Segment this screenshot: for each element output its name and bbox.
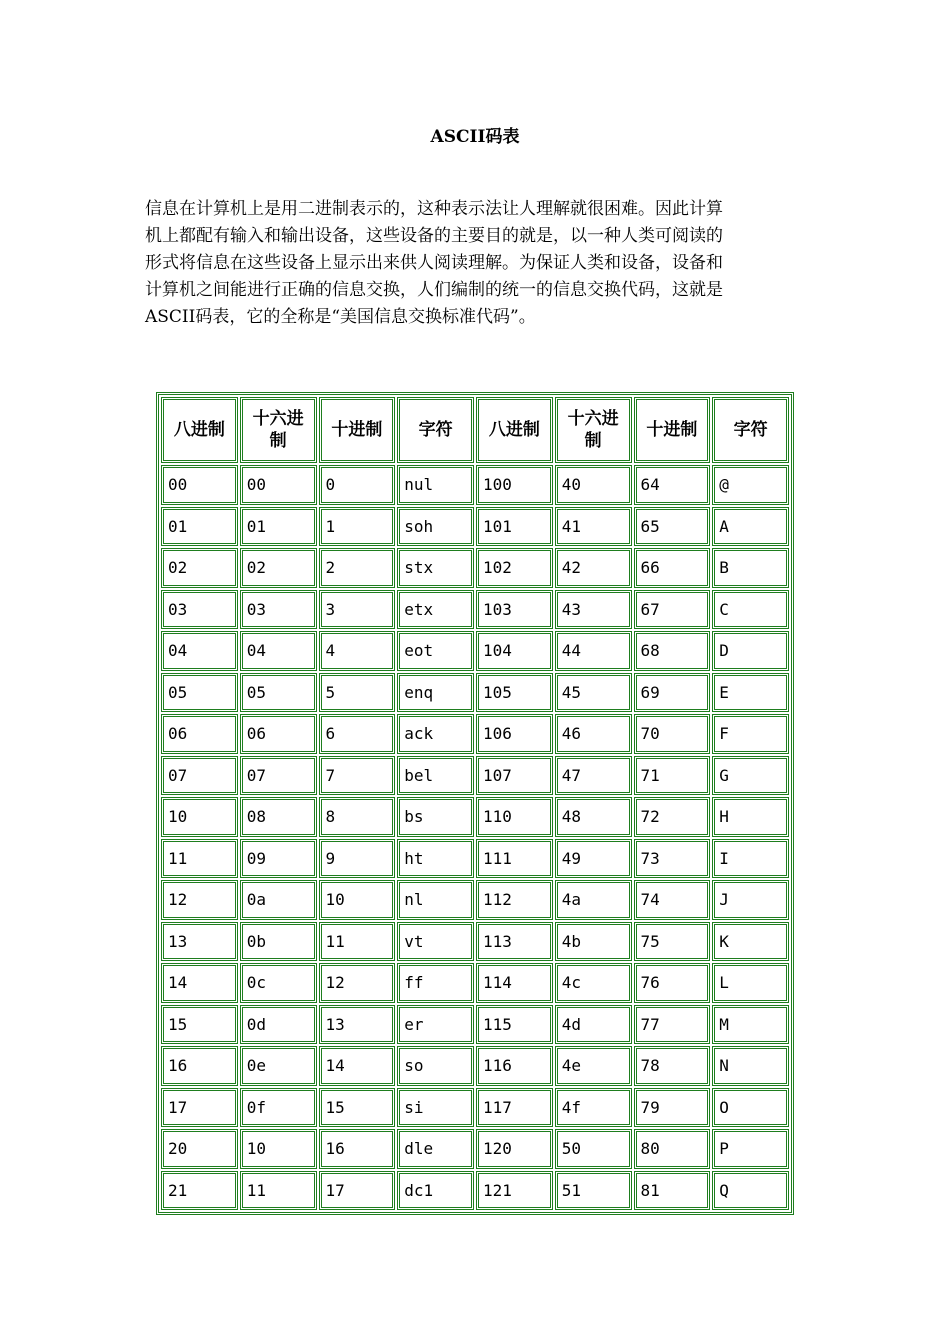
ascii-table-container [156,392,794,1215]
cell-hex-2: 42 [555,548,632,588]
cell-octal: 13 [161,922,238,962]
cell-char-2: E [712,673,789,713]
cell-char-2: H [712,797,789,837]
cell-char-2: L [712,963,789,1003]
cell-hex-2: 40 [555,465,632,505]
cell-char: ack [397,714,474,754]
cell-octal-2: 110 [476,797,553,837]
cell-octal-2: 105 [476,673,553,713]
cell-char: dle [397,1129,474,1169]
cell-hex: 04 [240,631,317,671]
cell-decimal-2: 78 [634,1046,711,1086]
cell-octal-2: 103 [476,590,553,630]
cell-octal: 07 [161,756,238,796]
table-row [161,714,789,754]
cell-hex-2: 48 [555,797,632,837]
cell-char-2: P [712,1129,789,1169]
cell-hex-2: 4a [555,880,632,920]
cell-char: soh [397,507,474,547]
cell-decimal-2: 74 [634,880,711,920]
cell-decimal: 9 [319,839,396,879]
table-row [161,548,789,588]
cell-decimal-2: 68 [634,631,711,671]
cell-decimal: 16 [319,1129,396,1169]
header-char-2: 字符 [712,397,789,463]
table-row [161,756,789,796]
cell-hex-2: 41 [555,507,632,547]
table-row [161,507,789,547]
intro-paragraph: 信息在计算机上是用二进制表示的，这种表示法让人理解就很困难。因此计算机上都配有输入和输出设备，这些设备的主要目的就是，以一种人类可阅读的形式将信息在这些设备上显示出来供人阅读理解。为保证人类和设备，设备和计算机之间能进行正确的信息交换，人们编制的统一的信息交换代码，这就是ASCII码表，它的全称是“美国信息交换标准代码”。 [145,199,723,327]
cell-decimal-2: 73 [634,839,711,879]
cell-char: nl [397,880,474,920]
cell-hex: 0f [240,1088,317,1128]
cell-octal-2: 111 [476,839,553,879]
cell-octal: 06 [161,714,238,754]
cell-octal: 10 [161,797,238,837]
cell-char-2: M [712,1005,789,1045]
cell-octal-2: 112 [476,880,553,920]
cell-decimal: 1 [319,507,396,547]
cell-octal-2: 121 [476,1171,553,1211]
cell-hex: 11 [240,1171,317,1211]
header-char: 字符 [397,397,474,463]
header-hex: 十六进制 [240,397,317,463]
cell-char: eot [397,631,474,671]
cell-decimal-2: 80 [634,1129,711,1169]
cell-decimal: 17 [319,1171,396,1211]
cell-decimal: 5 [319,673,396,713]
cell-octal: 02 [161,548,238,588]
cell-char-2: K [712,922,789,962]
table-row [161,465,789,505]
cell-decimal-2: 65 [634,507,711,547]
cell-hex-2: 44 [555,631,632,671]
cell-char: stx [397,548,474,588]
cell-octal-2: 116 [476,1046,553,1086]
cell-hex: 01 [240,507,317,547]
cell-octal-2: 120 [476,1129,553,1169]
cell-decimal: 7 [319,756,396,796]
cell-octal: 14 [161,963,238,1003]
cell-octal-2: 102 [476,548,553,588]
cell-hex-2: 4b [555,922,632,962]
cell-char-2: Q [712,1171,789,1211]
table-header-row [161,397,789,463]
cell-hex: 0c [240,963,317,1003]
cell-char: enq [397,673,474,713]
cell-octal: 04 [161,631,238,671]
cell-octal: 16 [161,1046,238,1086]
table-row [161,673,789,713]
cell-hex-2: 4d [555,1005,632,1045]
cell-octal-2: 114 [476,963,553,1003]
cell-hex: 06 [240,714,317,754]
ascii-table [159,395,791,1212]
cell-octal-2: 100 [476,465,553,505]
cell-hex-2: 4c [555,963,632,1003]
cell-octal: 11 [161,839,238,879]
cell-octal-2: 101 [476,507,553,547]
cell-decimal: 6 [319,714,396,754]
cell-char-2: B [712,548,789,588]
cell-hex: 09 [240,839,317,879]
cell-decimal-2: 67 [634,590,711,630]
cell-char: etx [397,590,474,630]
cell-decimal-2: 77 [634,1005,711,1045]
table-row [161,1046,789,1086]
table-row [161,797,789,837]
cell-hex: 0e [240,1046,317,1086]
cell-hex: 02 [240,548,317,588]
cell-hex: 05 [240,673,317,713]
cell-octal: 21 [161,1171,238,1211]
cell-char: nul [397,465,474,505]
cell-hex: 08 [240,797,317,837]
cell-char: bel [397,756,474,796]
cell-hex-2: 47 [555,756,632,796]
table-row [161,1005,789,1045]
cell-decimal-2: 70 [634,714,711,754]
table-row [161,631,789,671]
cell-decimal-2: 79 [634,1088,711,1128]
cell-decimal: 15 [319,1088,396,1128]
header-hex-2: 十六进制 [555,397,632,463]
header-octal: 八进制 [161,397,238,463]
cell-char: so [397,1046,474,1086]
cell-char: dc1 [397,1171,474,1211]
cell-decimal-2: 69 [634,673,711,713]
cell-char-2: C [712,590,789,630]
cell-decimal: 13 [319,1005,396,1045]
cell-char: vt [397,922,474,962]
cell-char: si [397,1088,474,1128]
cell-decimal: 11 [319,922,396,962]
cell-decimal-2: 66 [634,548,711,588]
cell-decimal: 3 [319,590,396,630]
cell-octal: 05 [161,673,238,713]
cell-char: bs [397,797,474,837]
cell-hex: 0d [240,1005,317,1045]
cell-hex-2: 46 [555,714,632,754]
cell-hex: 0a [240,880,317,920]
cell-hex-2: 51 [555,1171,632,1211]
table-row [161,963,789,1003]
cell-char-2: N [712,1046,789,1086]
cell-char-2: G [712,756,789,796]
cell-octal: 15 [161,1005,238,1045]
cell-decimal-2: 76 [634,963,711,1003]
cell-hex-2: 49 [555,839,632,879]
table-row [161,1171,789,1211]
cell-hex: 00 [240,465,317,505]
cell-decimal: 10 [319,880,396,920]
cell-char-2: @ [712,465,789,505]
cell-octal-2: 113 [476,922,553,962]
cell-octal-2: 104 [476,631,553,671]
cell-octal-2: 107 [476,756,553,796]
cell-octal-2: 115 [476,1005,553,1045]
header-octal-2: 八进制 [476,397,553,463]
cell-decimal: 0 [319,465,396,505]
cell-hex-2: 43 [555,590,632,630]
header-decimal: 十进制 [319,397,396,463]
cell-hex-2: 4f [555,1088,632,1128]
cell-hex-2: 45 [555,673,632,713]
cell-octal: 03 [161,590,238,630]
cell-char-2: J [712,880,789,920]
cell-decimal-2: 81 [634,1171,711,1211]
cell-decimal-2: 71 [634,756,711,796]
page-title: ASCII码表 [430,127,520,147]
cell-octal: 17 [161,1088,238,1128]
cell-char-2: A [712,507,789,547]
cell-char: er [397,1005,474,1045]
cell-char-2: O [712,1088,789,1128]
cell-octal: 00 [161,465,238,505]
cell-octal: 20 [161,1129,238,1169]
cell-octal: 12 [161,880,238,920]
table-row [161,922,789,962]
cell-hex-2: 50 [555,1129,632,1169]
cell-hex: 10 [240,1129,317,1169]
cell-char-2: F [712,714,789,754]
cell-char-2: I [712,839,789,879]
table-row [161,1129,789,1169]
cell-decimal: 14 [319,1046,396,1086]
cell-decimal: 12 [319,963,396,1003]
cell-decimal-2: 72 [634,797,711,837]
cell-decimal: 2 [319,548,396,588]
cell-hex: 0b [240,922,317,962]
cell-decimal-2: 64 [634,465,711,505]
table-row [161,880,789,920]
cell-hex: 03 [240,590,317,630]
header-decimal-2: 十进制 [634,397,711,463]
cell-decimal: 8 [319,797,396,837]
cell-hex-2: 4e [555,1046,632,1086]
cell-char-2: D [712,631,789,671]
cell-octal-2: 117 [476,1088,553,1128]
cell-decimal: 4 [319,631,396,671]
table-row [161,839,789,879]
cell-char: ht [397,839,474,879]
table-row [161,1088,789,1128]
cell-decimal-2: 75 [634,922,711,962]
table-row [161,590,789,630]
cell-octal-2: 106 [476,714,553,754]
table-body [161,465,789,1210]
cell-char: ff [397,963,474,1003]
cell-hex: 07 [240,756,317,796]
cell-octal: 01 [161,507,238,547]
